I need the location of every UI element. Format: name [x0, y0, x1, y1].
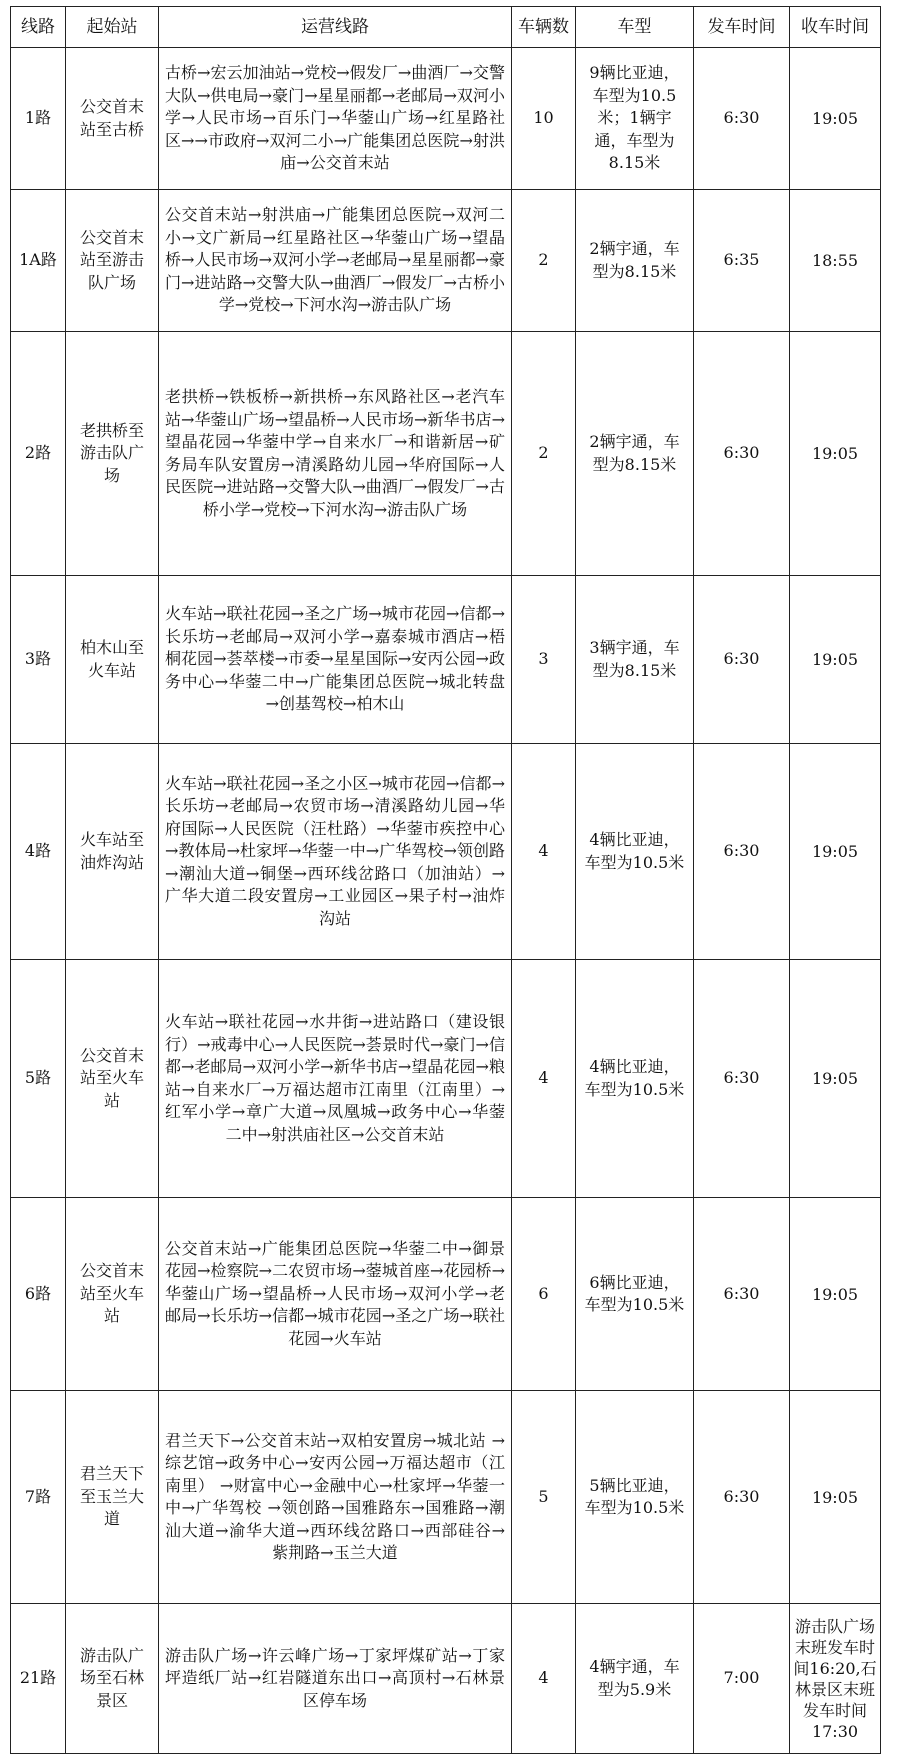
cell-vehicle: 4辆比亚迪，车型为10.5米	[576, 744, 694, 960]
cell-route: 君兰天下→公交首末站→双柏安置房→城北站 →综艺馆→政务中心→安丙公园→万福达超市（江南里） →财富中心→金融中心→杜家坪→华蓥一中→广华驾校 →领创路→国雅路东→国雅路→潮汕大道→渝华大道→西环线岔路口→西部硅谷→紫荆路→玉兰大道	[159, 1391, 512, 1604]
cell-line: 1路	[11, 48, 66, 190]
cell-last: 游击队广场末班发车时间16:20,石林景区末班发车时间17:30	[790, 1604, 881, 1754]
table-row	[11, 332, 881, 576]
cell-vehicle: 9辆比亚迪，车型为10.5米；1辆宇通，车型为8.15米	[576, 48, 694, 190]
cell-count: 4	[512, 744, 576, 960]
cell-line: 1A路	[11, 190, 66, 332]
cell-start: 公交首末站至火车站	[66, 960, 159, 1198]
table-row	[11, 1391, 881, 1604]
cell-line: 21路	[11, 1604, 66, 1754]
cell-count: 3	[512, 576, 576, 744]
table-row	[11, 48, 881, 190]
cell-line: 5路	[11, 960, 66, 1198]
cell-count: 2	[512, 332, 576, 576]
cell-vehicle: 4辆比亚迪，车型为10.5米	[576, 960, 694, 1198]
cell-start: 游击队广场至石林景区	[66, 1604, 159, 1754]
cell-start: 公交首末站至游击队广场	[66, 190, 159, 332]
cell-start: 柏木山至火车站	[66, 576, 159, 744]
cell-start: 公交首末站至古桥	[66, 48, 159, 190]
cell-vehicle: 2辆宇通，车型为8.15米	[576, 190, 694, 332]
cell-first: 6:30	[694, 960, 790, 1198]
cell-last: 19:05	[790, 1198, 881, 1391]
cell-line: 7路	[11, 1391, 66, 1604]
table-row	[11, 960, 881, 1198]
table-row	[11, 1604, 881, 1754]
cell-vehicle: 2辆宇通，车型为8.15米	[576, 332, 694, 576]
cell-first: 6:30	[694, 48, 790, 190]
header-vehicle: 车型	[576, 7, 694, 48]
cell-route: 火车站→联社花园→水井街→进站路口（建设银行）→戒毒中心→人民医院→荟景时代→豪门→信都→老邮局→双河小学→新华书店→望晶花园→粮站→自来水厂→万福达超市江南里（江南里）→红军小学→章广大道→凤凰城→政务中心→华蓥二中→射洪庙社区→公交首末站	[159, 960, 512, 1198]
cell-vehicle: 3辆宇通，车型为8.15米	[576, 576, 694, 744]
bus-route-table	[10, 6, 881, 1754]
cell-count: 10	[512, 48, 576, 190]
header-route: 运营线路	[159, 7, 512, 48]
header-count: 车辆数	[512, 7, 576, 48]
cell-first: 6:35	[694, 190, 790, 332]
cell-count: 2	[512, 190, 576, 332]
cell-last: 19:05	[790, 744, 881, 960]
cell-first: 6:30	[694, 1391, 790, 1604]
cell-line: 6路	[11, 1198, 66, 1391]
cell-start: 公交首末站至火车站	[66, 1198, 159, 1391]
cell-first: 6:30	[694, 576, 790, 744]
cell-line: 4路	[11, 744, 66, 960]
cell-route: 古桥→宏云加油站→党校→假发厂→曲酒厂→交警大队→供电局→豪门→星星丽都→老邮局→双河小学→人民市场→百乐门→华蓥山广场→红星路社区→→市政府→双河二小→广能集团总医院→射洪庙→公交首末站	[159, 48, 512, 190]
cell-route: 公交首末站→射洪庙→广能集团总医院→双河二小→文广新局→红星路社区→华蓥山广场→望晶桥→人民市场→双河小学→老邮局→星星丽都→豪门→进站路→交警大队→曲酒厂→假发厂→古桥小学→党校→下河水沟→游击队广场	[159, 190, 512, 332]
cell-start: 老拱桥至游击队广场	[66, 332, 159, 576]
header-last-departure: 收车时间	[790, 7, 881, 48]
cell-last: 18:55	[790, 190, 881, 332]
cell-vehicle: 5辆比亚迪，车型为10.5米	[576, 1391, 694, 1604]
cell-line: 3路	[11, 576, 66, 744]
cell-first: 6:30	[694, 332, 790, 576]
cell-first: 7:00	[694, 1604, 790, 1754]
cell-first: 6:30	[694, 1198, 790, 1391]
cell-last: 19:05	[790, 1391, 881, 1604]
cell-vehicle: 4辆宇通，车型为5.9米	[576, 1604, 694, 1754]
cell-route: 公交首末站→广能集团总医院→华蓥二中→御景花园→检察院→二农贸市场→蓥城首座→花园桥→华蓥山广场→望晶桥→人民市场→双河小学→老邮局→长乐坊→信都→城市花园→圣之广场→联社花园→火车站	[159, 1198, 512, 1391]
cell-start: 君兰天下至玉兰大道	[66, 1391, 159, 1604]
cell-count: 4	[512, 960, 576, 1198]
cell-last: 19:05	[790, 960, 881, 1198]
table-row	[11, 744, 881, 960]
header-line: 线路	[11, 7, 66, 48]
cell-count: 4	[512, 1604, 576, 1754]
cell-count: 6	[512, 1198, 576, 1391]
cell-route: 老拱桥→铁板桥→新拱桥→东风路社区→老汽车站→华蓥山广场→望晶桥→人民市场→新华书店→ 望晶花园→华蓥中学→自来水厂→和谐新居→矿务局车队安置房→清溪路幼儿园→华府国际→人民医院→进站路→交警大队→曲酒厂→假发厂→古桥小学→党校→下河水沟→游击队广场	[159, 332, 512, 576]
cell-route: 火车站→联社花园→圣之广场→城市花园→信都→长乐坊→老邮局→双河小学→嘉泰城市酒店→梧桐花园→荟萃楼→市委→星星国际→安丙公园→政务中心→华蓥二中→广能集团总医院→城北转盘→创基驾校→柏木山	[159, 576, 512, 744]
cell-route: 火车站→联社花园→圣之小区→城市花园→信都→长乐坊→老邮局→农贸市场→清溪路幼儿园→华府国际→人民医院（汪杜路）→华蓥市疾控中心→教体局→杜家坪→华蓥一中→广华驾校→领创路→潮汕大道→铜堡→西环线岔路口（加油站）→广华大道二段安置房→工业园区→果子村→油炸沟站	[159, 744, 512, 960]
cell-last: 19:05	[790, 332, 881, 576]
table-row	[11, 190, 881, 332]
cell-last: 19:05	[790, 576, 881, 744]
header-first-departure: 发车时间	[694, 7, 790, 48]
cell-start: 火车站至油炸沟站	[66, 744, 159, 960]
cell-route: 游击队广场→许云峰广场→丁家坪煤矿站→丁家坪造纸厂站→红岩隧道东出口→高顶村→石林景区停车场	[159, 1604, 512, 1754]
cell-last: 19:05	[790, 48, 881, 190]
cell-line: 2路	[11, 332, 66, 576]
table-row	[11, 576, 881, 744]
cell-first: 6:30	[694, 744, 790, 960]
header-row	[11, 7, 881, 48]
cell-vehicle: 6辆比亚迪，车型为10.5米	[576, 1198, 694, 1391]
header-start: 起始站	[66, 7, 159, 48]
table-row	[11, 1198, 881, 1391]
cell-count: 5	[512, 1391, 576, 1604]
